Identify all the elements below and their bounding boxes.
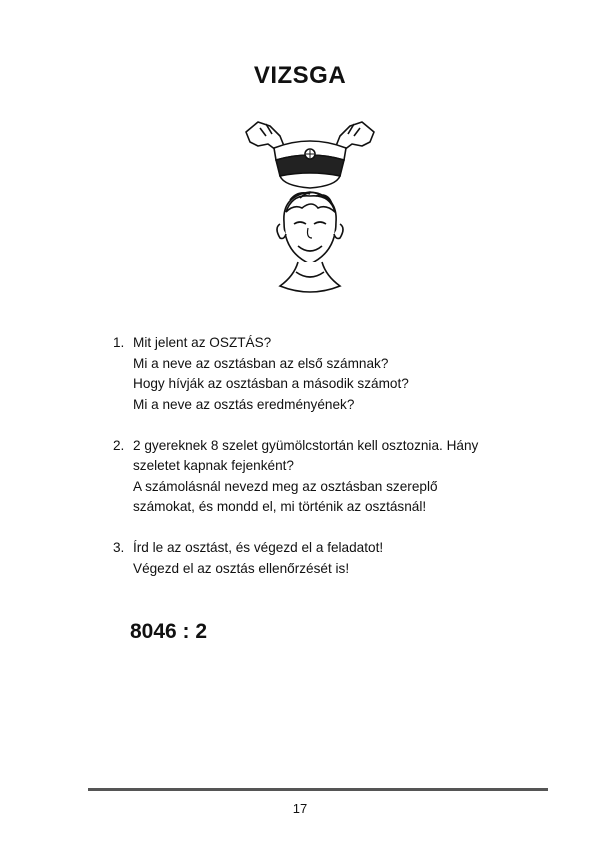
question-2 (113, 436, 563, 518)
question-line: Írd le az osztást, és végezd el a feladatot! (133, 540, 384, 555)
question-1 (113, 333, 563, 415)
graduation-cap-illustration-icon (240, 112, 380, 302)
question-line: számokat, és mondd el, mi történik az osztásnál! (133, 499, 427, 514)
question-3 (113, 538, 563, 579)
question-line: Végezd el az osztás ellenőrzését is! (133, 560, 350, 576)
question-line: Mi a neve az osztás eredményének? (133, 396, 355, 412)
question-line: szeletet kapnak fejenként? (133, 458, 294, 473)
question-number: 3. (113, 540, 125, 555)
page-number: 17 (292, 801, 308, 816)
footer-divider (88, 788, 548, 791)
question-line: Hogy hívják az osztásban a második számot? (133, 376, 409, 391)
question-line: A számolásnál nevezd meg az osztásban szereplő (133, 478, 438, 494)
question-line: 2 gyereknek 8 szelet gyümölcstortán kell osztoznia. Hány (133, 437, 479, 453)
page-title: VIZSGA (253, 62, 347, 89)
division-task: 8046 : 2 (130, 620, 208, 643)
question-line: Mi a neve az osztásban az első számnak? (133, 355, 389, 371)
question-list (113, 333, 563, 600)
question-number: 1. (113, 335, 125, 350)
question-number: 2. (113, 437, 125, 453)
question-line: Mit jelent az OSZTÁS? (133, 335, 272, 350)
